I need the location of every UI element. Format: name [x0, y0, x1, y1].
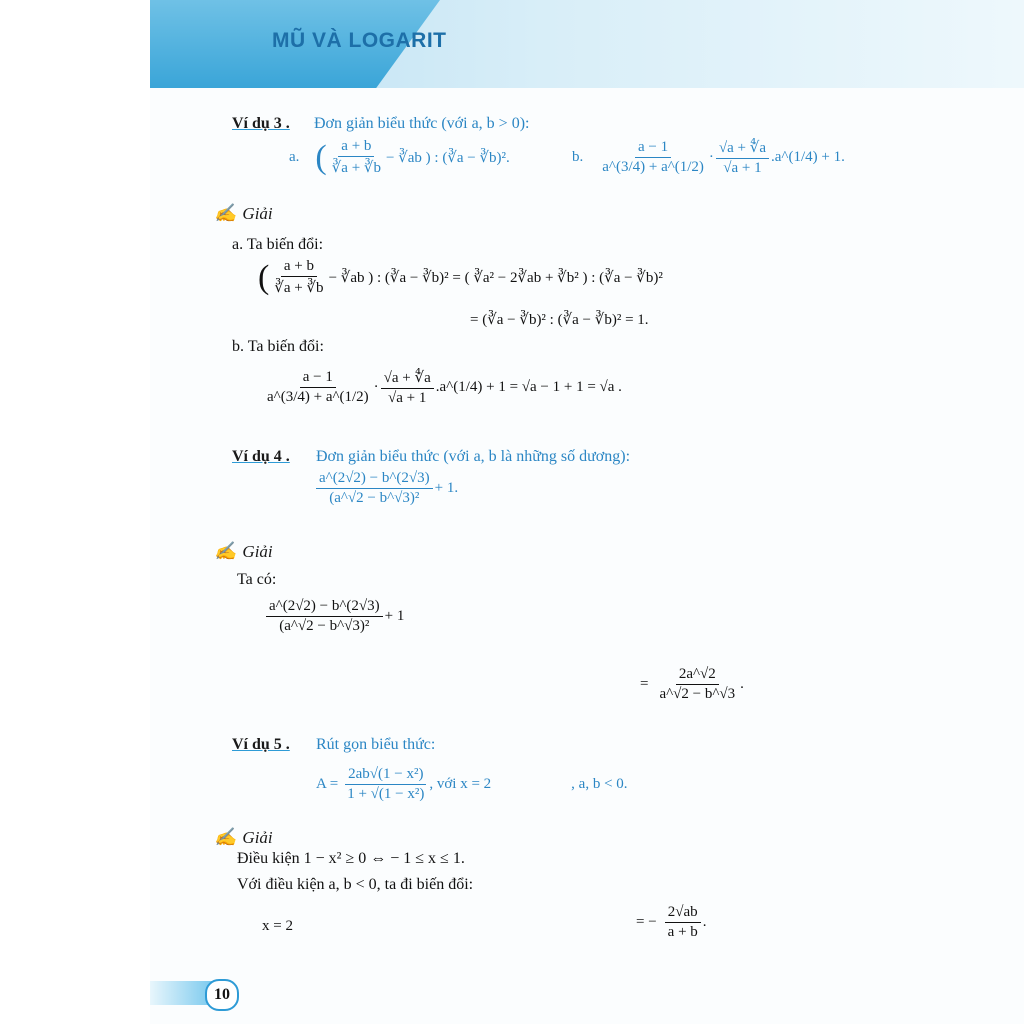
solution-4-line1	[264, 598, 404, 635]
open-paren: (	[315, 138, 327, 176]
page-number: 10	[205, 979, 239, 1011]
example-4-prompt: Đơn giản biểu thức (với a, b là những số dương):	[316, 448, 631, 465]
solution-label: Giải	[242, 203, 273, 223]
example-5-mid: , với x = 2	[429, 776, 492, 792]
solution-3-heading	[214, 203, 273, 224]
example-3b-rest: .a^(1/4) + 1.	[771, 149, 845, 165]
solution-4-heading	[214, 541, 273, 562]
denominator: a^(3/4) + a^(1/2)	[267, 389, 369, 405]
example-3b-expression: b. $\frac{a - 1}{a\^{}(3/4) + a\^{}(1/2)}$ · $\frac{√a + ∜a}{√a + 1}$ .a^(1/4) + 1.	[572, 139, 845, 176]
example-3b-frac2-den: √a + 1	[723, 160, 762, 176]
result-numerator: 2√ab	[665, 904, 701, 923]
solution-label: Giải	[242, 541, 273, 561]
example-3b-frac1-den: a^(3/4) + a^(1/2)	[602, 159, 704, 175]
result-numerator: 2a^√2	[676, 666, 719, 685]
example-5-prefix: A =	[316, 776, 339, 792]
solution-3b-intro: b. Ta biến đổi:	[232, 338, 324, 355]
example-4-label: Ví dụ 4 .	[232, 448, 290, 465]
result-denominator: a^√2 − b^√3	[659, 686, 736, 702]
open-paren: (	[258, 258, 270, 296]
example-3b-frac2-num: √a + ∜a	[716, 138, 769, 159]
example-5-denominator: 1 + √(1 − x²)	[347, 786, 425, 802]
pen-icon: ✍	[214, 203, 237, 223]
denominator: ∛a + ∛b	[274, 280, 324, 296]
example-5-numerator: 2ab√(1 − x²)	[345, 766, 426, 785]
example-3-prompt: Đơn giản biểu thức (với a, b > 0):	[314, 115, 530, 132]
solution-3a-line1	[258, 258, 663, 297]
solution-4-intro: Ta có:	[237, 571, 277, 588]
example-3b-frac1-num: a − 1	[635, 139, 671, 158]
example-4-denominator: (a^√2 − b^√3)²	[329, 490, 420, 506]
solution-3b-line: $\frac{a - 1}{a\^{}(3/4) + a\^{}(1/2)}$ · $\frac{√a + ∜a}{√a + 1}$ .a^(1/4) + 1 = √a − 1 + 1 = √a .	[262, 368, 622, 407]
solution-3a-line1-text: − ∛ab ) : (∛a − ∛b)² = ( ∛a² − 2∛ab + ∛b² ) : (∛a − ∛b)²	[328, 270, 663, 286]
solution-5-heading	[214, 827, 273, 848]
pen-icon: ✍	[214, 827, 237, 847]
solution-4-result: = $\frac{2a\^{}√2}{a\^{}√2 - b\^{}√3}$ .	[640, 666, 744, 702]
numerator: a + b	[281, 258, 317, 277]
denominator: √a + 1	[388, 390, 427, 406]
solution-5-condition: Điều kiện 1 − x² ≥ 0 ⇔ − 1 ≤ x ≤ 1.	[237, 850, 465, 867]
solution-3a-line2: = (∛a − ∛b)² : (∛a − ∛b)² = 1.	[470, 312, 649, 328]
example-4-numerator: a^(2√2) − b^(2√3)	[316, 470, 433, 489]
result-denominator: a + b	[667, 924, 698, 940]
example-3a-rest: − ∛ab ) : (∛a − ∛b)².	[385, 150, 510, 166]
example-5-prompt: Rút gọn biểu thức:	[316, 736, 436, 753]
solution-3a-intro: a. Ta biến đổi:	[232, 236, 324, 253]
solution-5-condition-2: Với điều kiện a, b < 0, ta đi biến đổi:	[237, 876, 474, 893]
numerator: a − 1	[300, 369, 336, 388]
example-3b-label: b.	[572, 149, 584, 165]
numerator: a^(2√2) − b^(2√3)	[266, 598, 383, 617]
example-3a-denominator: ∛a + ∛b	[331, 160, 381, 176]
page-number-bar	[150, 981, 212, 1005]
example-4-expression	[314, 470, 458, 507]
example-4-rest: + 1.	[434, 480, 459, 496]
solution-5-x-prefix: x = 2	[262, 918, 293, 934]
chapter-title: MŨ VÀ LOGARIT	[272, 29, 447, 52]
solution-5-result: = − $\frac{2√ab}{a + b}$ .	[636, 904, 707, 940]
example-3a-expression	[289, 138, 510, 177]
example-5-tail: , a, b < 0.	[571, 776, 628, 792]
solution-3b-text: .a^(1/4) + 1 = √a − 1 + 1 = √a .	[435, 379, 622, 395]
example-3a-label: a.	[289, 149, 300, 165]
example-3-label: Ví dụ 3 .	[232, 115, 290, 132]
numerator: √a + ∜a	[381, 368, 434, 389]
example-5-label: Ví dụ 5 .	[232, 736, 290, 753]
example-5-expression	[316, 766, 628, 803]
denominator: (a^√2 − b^√3)²	[279, 618, 370, 634]
solution-4-line1-rest: + 1	[384, 608, 405, 624]
pen-icon: ✍	[214, 541, 237, 561]
example-3a-numerator: a + b	[338, 138, 374, 157]
solution-label: Giải	[242, 827, 273, 847]
